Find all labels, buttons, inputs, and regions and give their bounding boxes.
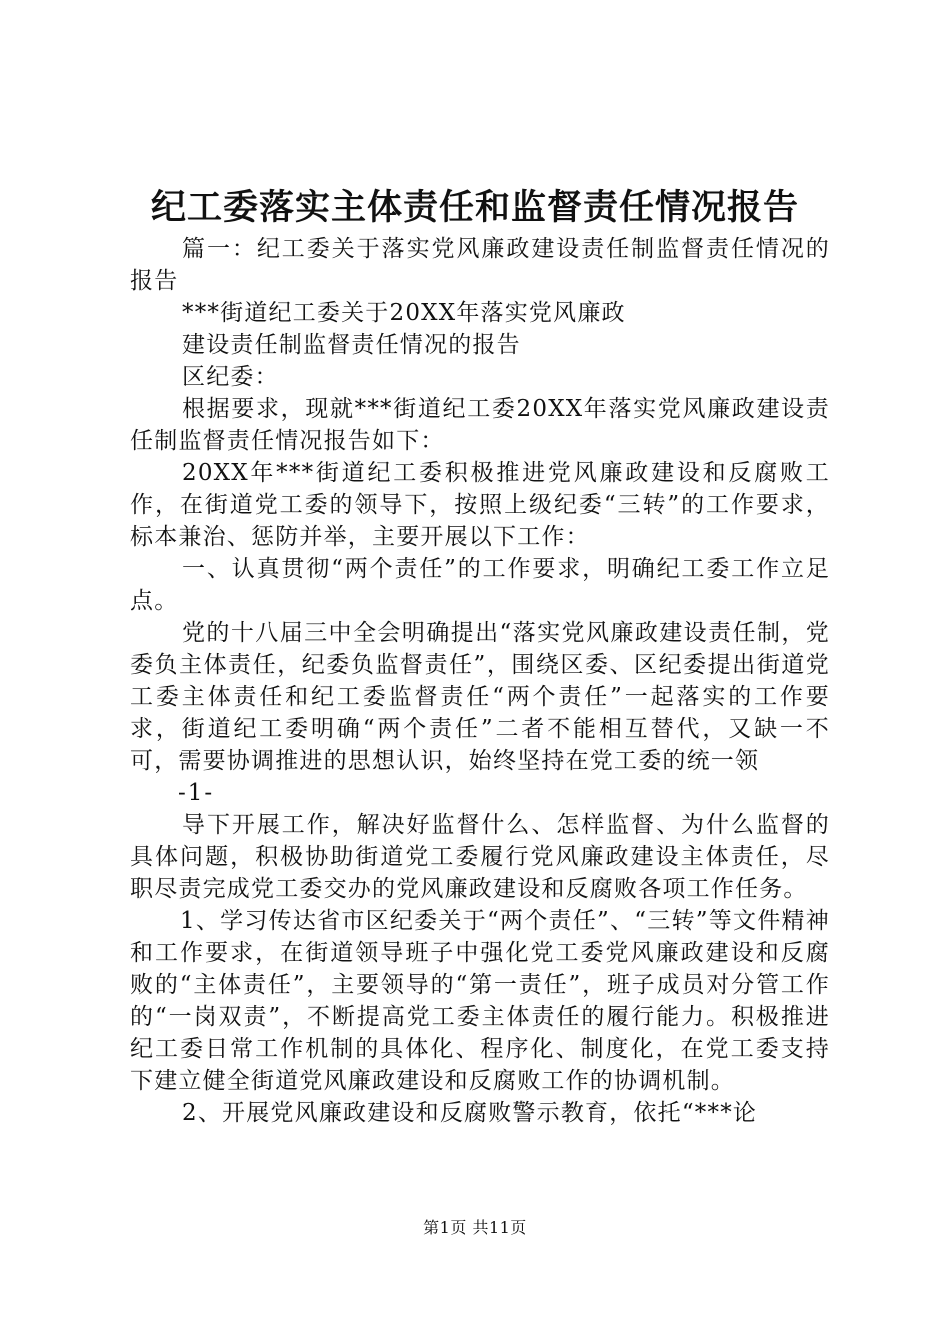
paragraph-salutation: 区纪委： <box>182 364 279 390</box>
paragraph-body-continued: 导下开展工作，解决好监督什么、怎样监督、为什么监督的具体问题，积极协助街道党工委履行党风廉政建设主体责任，尽职尽责完成党工委交办的党风廉政建设和反腐败各项工作任务。 <box>130 812 830 902</box>
paragraph-overview: 20XX年***街道纪工委积极推进党风廉政建设和反腐败工作，在街道党工委的领导下，按照上级纪委“三转”的工作要求，标本兼治、惩防并举，主要开展以下工作： <box>130 460 830 550</box>
paragraph-body: 党的十八届三中全会明确提出“落实党风廉政建设责任制，党委负主体责任，纪委负监督责任”，围绕区委、区纪委提出街道党工委主体责任和纪工委监督责任“两个责任”一起落实的工作要求，街道纪工委明确“两个责任”二者不能相互替代，又缺一不可，需要协调推进的思想认识，始终坚持在党工委的统一领 <box>130 620 830 774</box>
page-footer: 第1页 共11页 <box>423 1218 527 1237</box>
paragraph-intro: 根据要求，现就***街道纪工委20XX年落实党风廉政建设责任制监督责任情况报告如下： <box>130 396 830 454</box>
document-body <box>130 233 830 1129</box>
paragraph-item-two: 2、开展党风廉政建设和反腐败警示教育，依托“***论 <box>182 1100 758 1126</box>
paragraph-report-title-line1: ***街道纪工委关于20XX年落实党风廉政 <box>182 300 626 326</box>
document-title: 纪工委落实主体责任和监督责任情况报告 <box>150 187 799 228</box>
paragraph-report-title-line2: 建设责任制监督责任情况的报告 <box>182 332 521 358</box>
paragraph-heading-one: 一、认真贯彻“两个责任”的工作要求，明确纪工委工作立足点。 <box>130 556 830 614</box>
inline-page-number: -1- <box>178 780 215 806</box>
paragraph-section-heading: 篇一：纪工委关于落实党风廉政建设责任制监督责任情况的报告 <box>130 236 830 294</box>
paragraph-item-one: 1、学习传达省市区纪委关于“两个责任”、“三转”等文件精神和工作要求，在街道领导班子中强化党工委党风廉政建设和反腐败的“主体责任”，主要领导的“第一责任”，班子成员对分管工作的“一岗双责”，不断提高党工委主体责任的履行能力。积极推进纪工委日常工作机制的具体化、程序化、制度化，在党工委支持下建立健全街道党风廉政建设和反腐败工作的协调机制。 <box>130 908 830 1094</box>
